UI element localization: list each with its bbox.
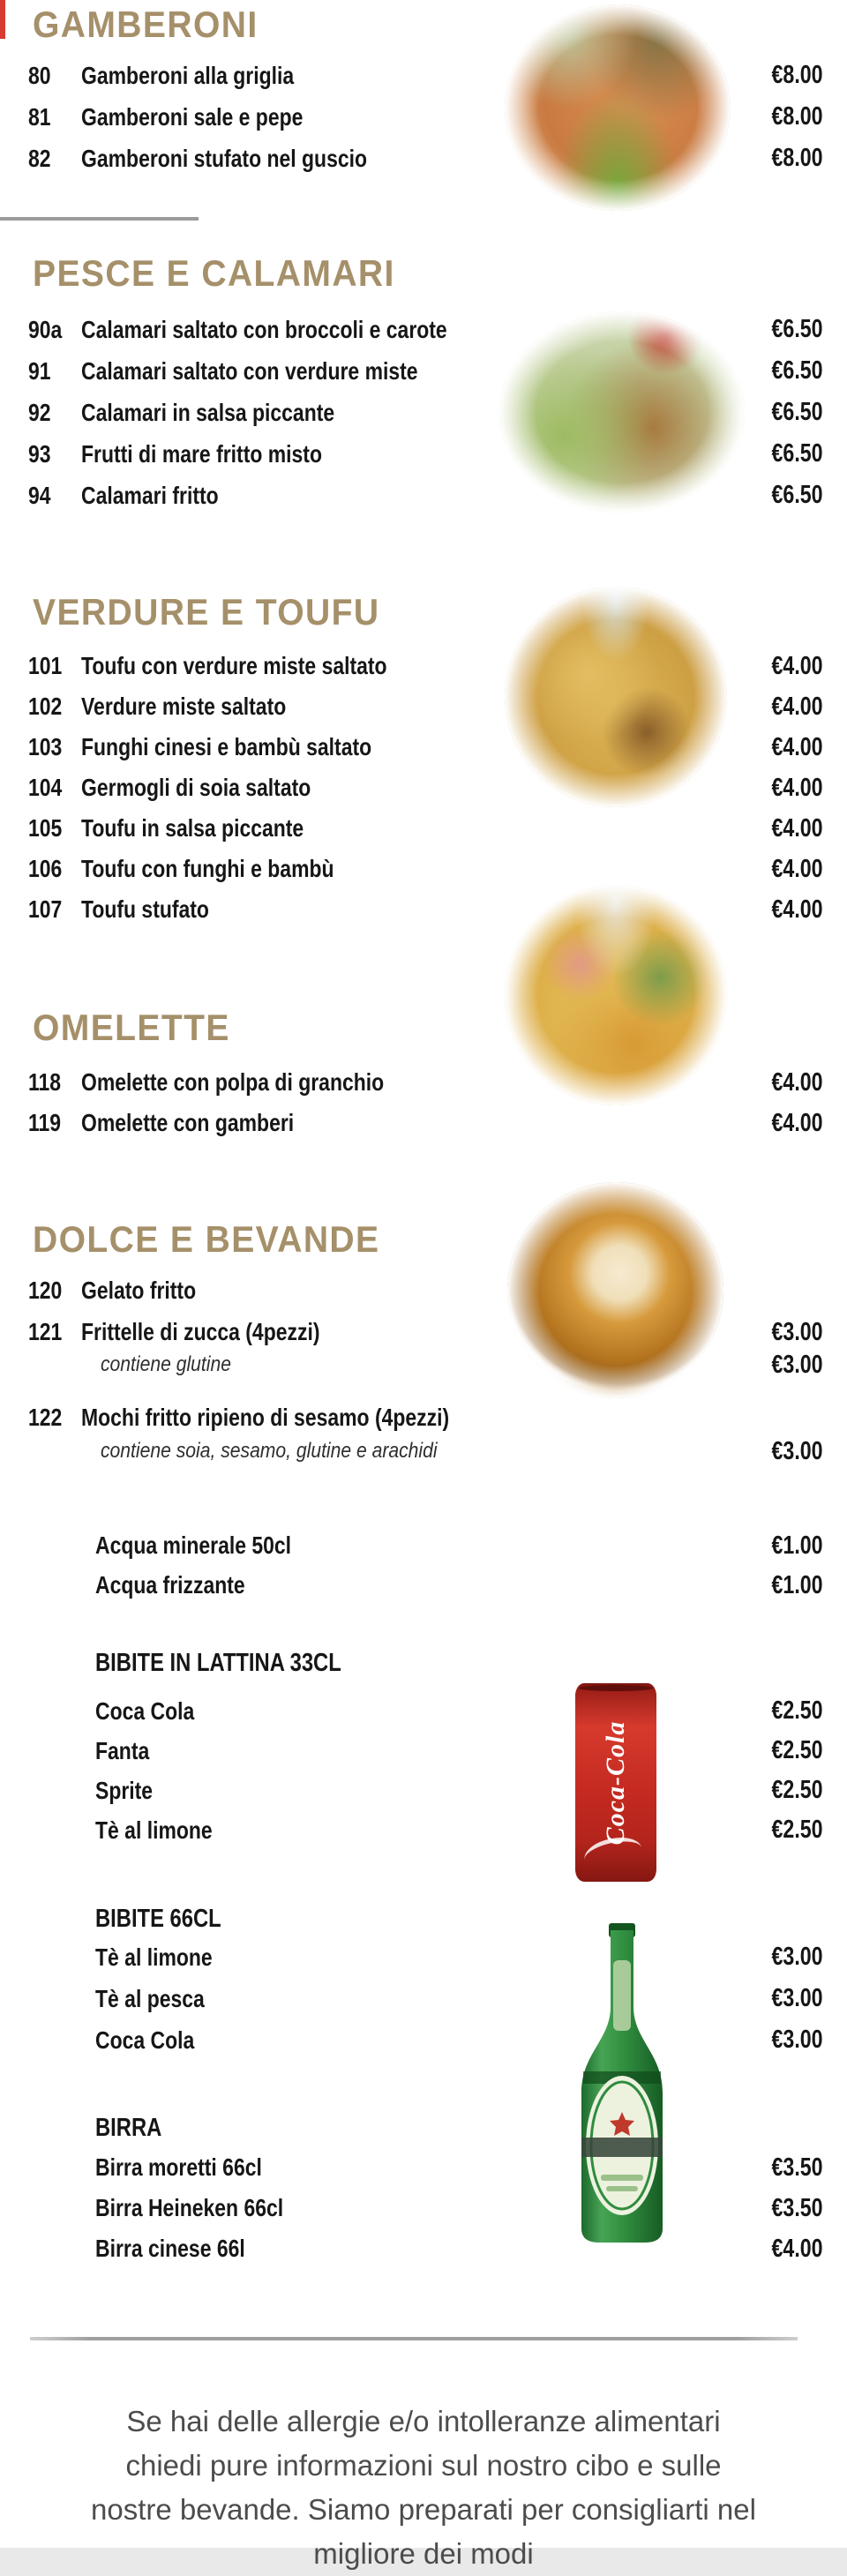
item-name: Frutti di mare fritto misto <box>81 440 322 468</box>
item-price: €3.50 <box>771 2194 823 2222</box>
item-price: €2.50 <box>771 1736 823 1764</box>
menu-item-row <box>0 1978 847 2019</box>
menu-item-row <box>0 1397 847 1438</box>
item-number: 92 <box>28 399 51 426</box>
menu-item-row <box>0 433 847 475</box>
item-price: €4.00 <box>771 814 823 842</box>
item-name: Coca Cola <box>95 2026 195 2054</box>
item-price: €8.00 <box>771 144 823 172</box>
item-name: Calamari in salsa piccante <box>81 399 335 426</box>
section-title: VERDURE E TOUFU <box>33 591 380 633</box>
item-name: Frittelle di zucca (4pezzi) <box>81 1318 320 1345</box>
item-name: Omelette con polpa di granchio <box>81 1068 385 1096</box>
item-number: 91 <box>28 357 51 385</box>
item-price: €4.00 <box>771 1068 823 1097</box>
menu-item-row <box>0 686 847 727</box>
item-name: Omelette con gamberi <box>81 1109 295 1136</box>
menu-item-row <box>0 1936 847 1978</box>
item-name: Calamari fritto <box>81 482 219 509</box>
coca-cola-script: Coca-Cola <box>601 1720 630 1845</box>
item-price: €4.00 <box>771 855 823 883</box>
item-price: €4.00 <box>771 774 823 802</box>
item-name: Gamberoni stufato nel guscio <box>81 145 368 172</box>
menu-item-row <box>0 96 847 138</box>
menu-item-row <box>0 1525 847 1566</box>
item-number: 118 <box>28 1068 62 1096</box>
subsection-title: BIBITE 66CL <box>95 1905 221 1933</box>
menu-item-row <box>0 1103 847 1143</box>
subsection-title: BIBITE IN LATTINA 33CL <box>95 1649 341 1677</box>
item-number: 121 <box>28 1318 63 1345</box>
subsection-header-row <box>0 2108 847 2148</box>
item-name: Tè al pesca <box>95 1985 205 2012</box>
menu-item-row <box>0 849 847 889</box>
item-price: €3.00 <box>771 1943 823 1971</box>
menu-item-row <box>0 1565 847 1606</box>
item-price: €8.00 <box>771 61 823 89</box>
item-number: 94 <box>28 482 51 509</box>
item-price: €3.00 <box>771 1984 823 2012</box>
item-price: €2.50 <box>771 1776 823 1804</box>
item-price: €6.50 <box>771 315 823 343</box>
menu-item-row <box>0 2228 847 2269</box>
item-price: €1.00 <box>771 1531 823 1560</box>
item-name: Acqua minerale 50cl <box>95 1531 292 1559</box>
menu-item-row <box>0 55 847 96</box>
menu-item-row <box>0 350 847 392</box>
subsection-header-row <box>0 1898 847 1939</box>
menu-item-row <box>0 475 847 516</box>
allergen-note-row <box>0 1352 847 1378</box>
item-number: 119 <box>28 1109 62 1136</box>
item-price: €4.00 <box>771 652 823 680</box>
menu-item-row <box>0 1270 847 1311</box>
subsection-header-row <box>0 1643 847 1683</box>
footer-divider <box>30 2337 798 2340</box>
section-title: DOLCE E BEVANDE <box>33 1218 380 1260</box>
item-name: Mochi fritto ripieno di sesamo (4pezzi) <box>81 1404 450 1431</box>
scan-artifact-line <box>0 217 199 221</box>
menu-item-row <box>0 392 847 433</box>
allergy-notice <box>26 2400 821 2576</box>
item-number: 93 <box>28 440 51 468</box>
item-name: Verdure miste saltato <box>81 693 287 720</box>
menu-item-row <box>0 2188 847 2228</box>
item-price: €4.00 <box>771 733 823 761</box>
allergy-notice-line: chiedi pure informazioni sul nostro cibo e sulle <box>125 2449 722 2482</box>
menu-item-row <box>0 889 847 930</box>
item-price: €2.50 <box>771 1696 823 1725</box>
menu-item-row <box>0 1810 847 1850</box>
item-price: €4.00 <box>771 895 823 924</box>
item-price: €3.00 <box>771 2026 823 2054</box>
item-number: 103 <box>28 733 63 760</box>
item-price: €3.00 <box>771 1437 823 1465</box>
item-price: €4.00 <box>771 693 823 721</box>
item-name: Germogli di soia saltato <box>81 774 311 801</box>
menu-item-row <box>0 138 847 179</box>
item-name: Calamari saltato con broccoli e carote <box>81 316 447 343</box>
item-name: Birra cinese 66l <box>95 2235 245 2262</box>
item-name: Funghi cinesi e bambù saltato <box>81 733 372 760</box>
subsection-title: BIRRA <box>95 2114 162 2142</box>
item-number: 82 <box>28 145 51 172</box>
menu-item-row <box>0 1771 847 1810</box>
item-price: €3.50 <box>771 2153 823 2182</box>
item-price: €1.00 <box>771 1571 823 1599</box>
item-name: Gamberoni alla griglia <box>81 62 295 89</box>
item-price: €4.00 <box>771 2235 823 2263</box>
menu-item-row <box>0 1062 847 1103</box>
item-price: €4.00 <box>771 1109 823 1137</box>
menu-item-row <box>0 309 847 350</box>
menu-item-row <box>0 727 847 768</box>
item-price: €6.50 <box>771 481 823 509</box>
allergen-note: contiene glutine <box>101 1352 231 1376</box>
item-name: Toufu con verdure miste saltato <box>81 652 387 679</box>
item-name: Calamari saltato con verdure miste <box>81 357 418 385</box>
item-price: €6.50 <box>771 398 823 426</box>
item-number: 102 <box>28 693 63 720</box>
item-number: 122 <box>28 1404 63 1431</box>
menu-item-row <box>0 646 847 686</box>
item-price: €6.50 <box>771 356 823 385</box>
item-name: Gelato fritto <box>81 1277 197 1304</box>
item-price: €3.00 <box>771 1318 823 1346</box>
menu-item-row <box>0 1731 847 1771</box>
item-name: Toufu stufato <box>81 895 209 923</box>
allergy-notice-line: Se hai delle allergie e/o intolleranze alimentari <box>126 2405 721 2437</box>
item-price: €8.00 <box>771 102 823 131</box>
menu-item-row <box>0 1691 847 1731</box>
item-number: 81 <box>28 103 51 131</box>
item-name: Birra moretti 66cl <box>95 2153 262 2181</box>
item-number: 120 <box>28 1277 63 1304</box>
item-number: 105 <box>28 814 63 842</box>
item-name: Tè al limone <box>95 1943 213 1971</box>
item-number: 90a <box>28 316 63 343</box>
item-price: €3.00 <box>771 1351 823 1379</box>
item-name: Acqua frizzante <box>95 1571 245 1599</box>
item-number: 101 <box>28 652 63 679</box>
allergen-note: contiene soia, sesamo, glutine e arachidi <box>101 1439 438 1463</box>
section-title: OMELETTE <box>33 1007 230 1048</box>
item-name: Sprite <box>95 1777 154 1804</box>
item-number: 80 <box>28 62 51 89</box>
item-name: Fanta <box>95 1737 150 1764</box>
item-number: 107 <box>28 895 63 923</box>
section-title: GAMBERONI <box>33 4 259 45</box>
item-name: Toufu in salsa piccante <box>81 814 304 842</box>
item-name: Toufu con funghi e bambù <box>81 855 334 882</box>
item-name: Birra Heineken 66cl <box>95 2194 284 2221</box>
item-number: 106 <box>28 855 63 882</box>
menu-item-row <box>0 1312 847 1352</box>
section-title: PESCE E CALAMARI <box>33 252 395 294</box>
menu-item-row <box>0 768 847 808</box>
item-name: Gamberoni sale e pepe <box>81 103 304 131</box>
item-number: 104 <box>28 774 63 801</box>
menu-item-row <box>0 2019 847 2061</box>
menu-item-row <box>0 2147 847 2188</box>
allergen-note-row <box>0 1438 847 1464</box>
item-price: €2.50 <box>771 1816 823 1844</box>
allergy-notice-line: nostre bevande. Siamo preparati per consigliarti nel <box>91 2493 756 2526</box>
scan-artifact-red <box>0 0 5 39</box>
item-name: Tè al limone <box>95 1816 213 1844</box>
item-name: Coca Cola <box>95 1697 195 1725</box>
menu-item-row <box>0 808 847 849</box>
allergy-notice-line: migliore dei modi <box>313 2537 534 2570</box>
item-price: €6.50 <box>771 439 823 468</box>
